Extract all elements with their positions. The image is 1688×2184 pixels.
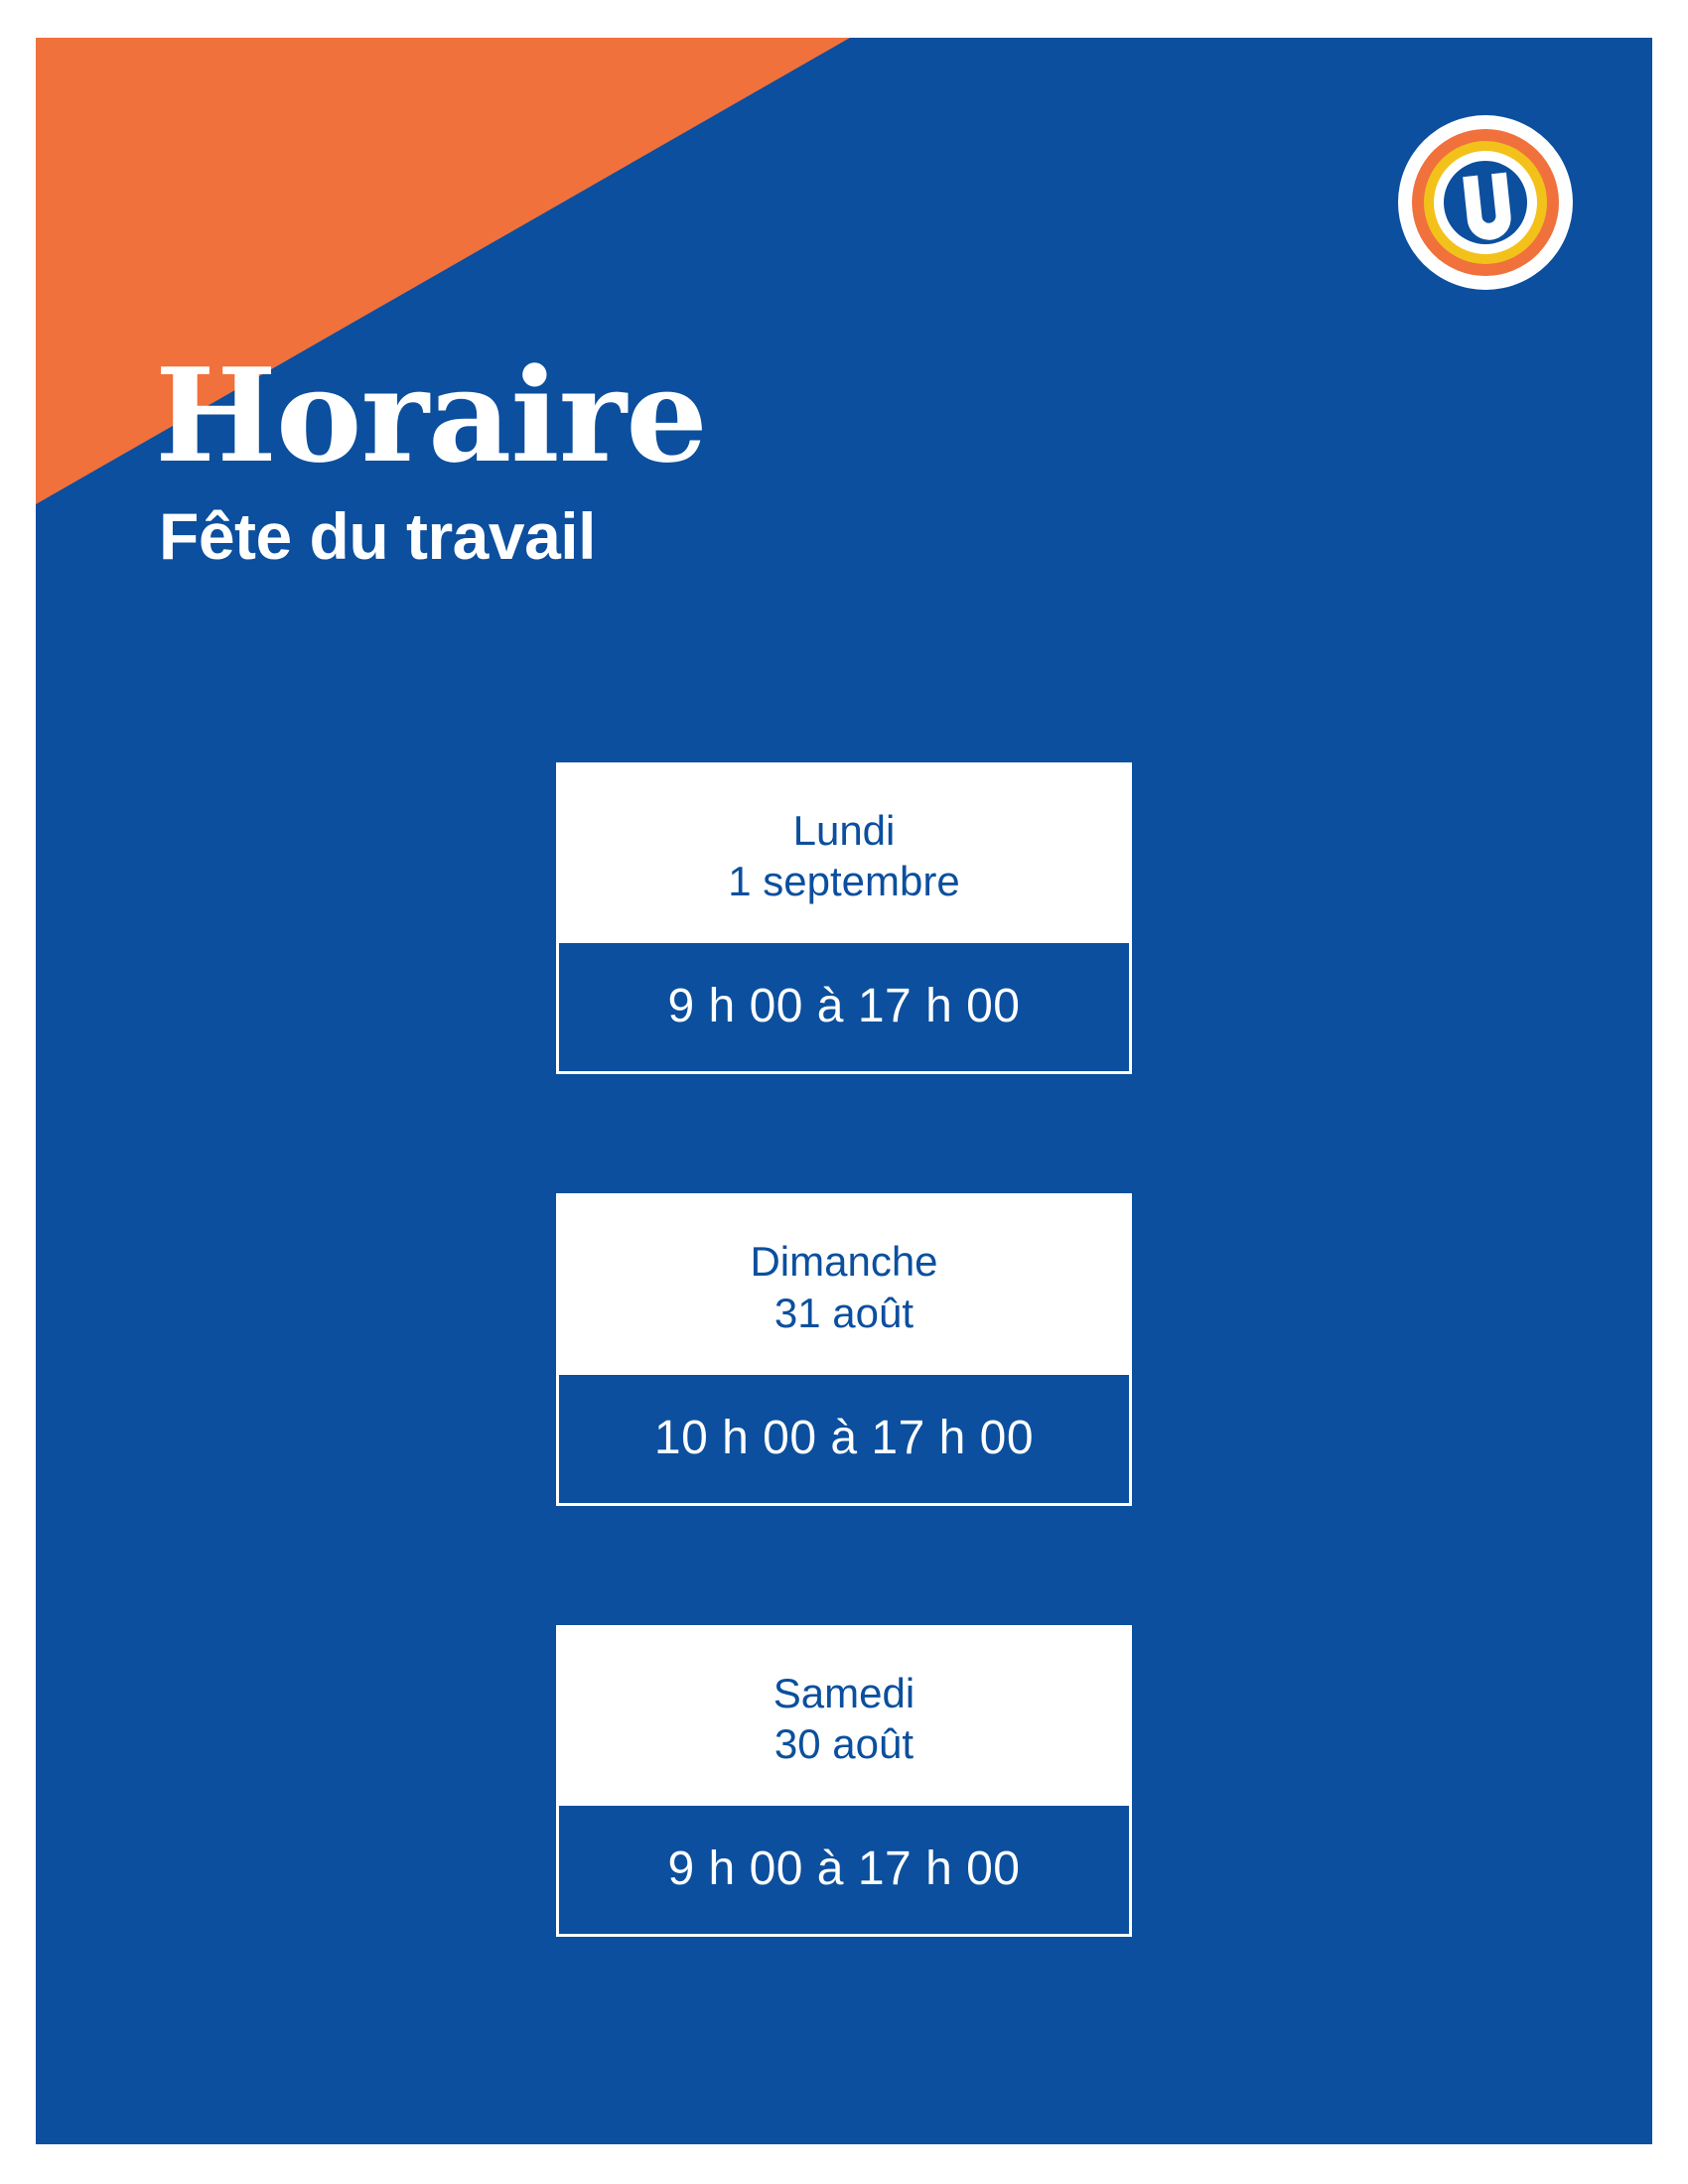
schedule-day-date: 1 septembre xyxy=(728,858,960,905)
schedule-day-name: Samedi xyxy=(773,1669,915,1716)
schedule-card-hours: 9 h 00 à 17 h 00 xyxy=(559,1803,1129,1934)
schedule-card-hours: 9 h 00 à 17 h 00 xyxy=(559,940,1129,1071)
title-block xyxy=(155,340,1049,573)
page-subtitle: Fête du travail xyxy=(159,499,596,573)
schedule-day-date: 31 août xyxy=(774,1289,914,1336)
schedule-card-hours: 10 h 00 à 17 h 00 xyxy=(559,1372,1129,1503)
schedule-day-date: 30 août xyxy=(774,1720,914,1768)
poster-canvas xyxy=(36,38,1652,2144)
schedule-card xyxy=(556,1625,1132,1937)
schedule-list xyxy=(36,762,1652,1937)
schedule-day-name: Dimanche xyxy=(750,1238,938,1286)
u-roundel-logo-icon xyxy=(1396,113,1575,292)
schedule-card xyxy=(556,762,1132,1074)
page-title: Horaire xyxy=(155,340,707,491)
schedule-day-name: Lundi xyxy=(792,807,896,854)
schedule-card-day xyxy=(559,1196,1129,1371)
schedule-card-day xyxy=(559,765,1129,940)
schedule-card-day xyxy=(559,1628,1129,1803)
schedule-card xyxy=(556,1193,1132,1505)
